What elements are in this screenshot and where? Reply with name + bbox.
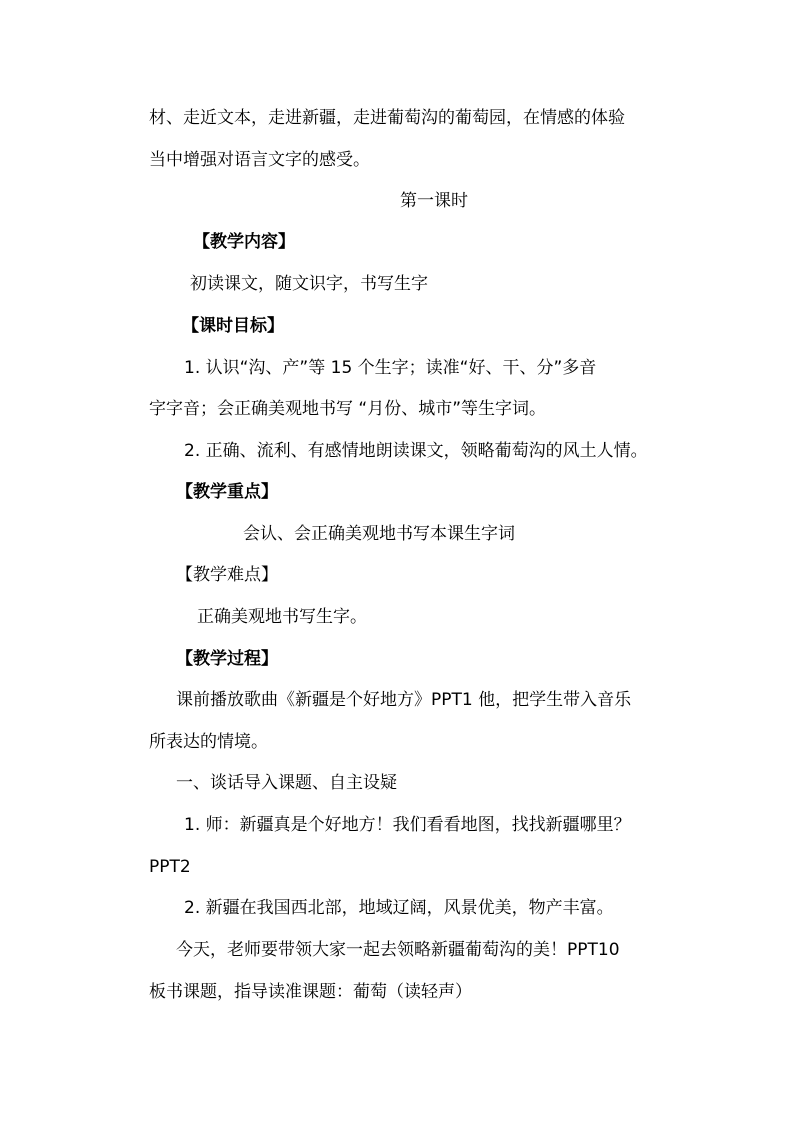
text-line: 2. 正确、流利、有感情地朗读课文，领略葡萄沟的风土人情。 — [184, 441, 648, 461]
heading-difficulties: 【教学难点】 — [176, 565, 278, 585]
text-line: 初读课文，随文识字，书写生字 — [190, 274, 428, 294]
text-line: 当中增强对语言文字的感受。 — [149, 150, 370, 170]
text-line: 课前播放歌曲《新疆是个好地方》PPT1 他，把学生带入音乐 — [176, 690, 632, 710]
section-title: 第一课时 — [400, 191, 468, 211]
text-line: 正确美观地书写生字。 — [197, 607, 367, 627]
text-line: 1. 认识“沟、产”等 15 个生字；读准“好、干、分”多音 — [184, 358, 597, 378]
text-line: PPT2 — [149, 857, 191, 877]
text-line: 会认、会正确美观地书写本课生字词 — [243, 524, 515, 544]
text-line: 字字音；会正确美观地书写 “月份、城市”等生字词。 — [149, 399, 547, 419]
heading-teaching-content: 【教学内容】 — [193, 232, 295, 252]
text-line: 所表达的情境。 — [149, 732, 268, 752]
heading-lesson-goals: 【课时目标】 — [182, 316, 284, 336]
text-line: 2. 新疆在我国西北部，地域辽阔，风景优美，物产丰富。 — [184, 898, 614, 918]
text-line: 今天，老师要带领大家一起去领略新疆葡萄沟的美！PPT10 — [176, 940, 620, 960]
text-line: 一、谈话导入课题、自主设疑 — [176, 773, 397, 793]
text-line: 材、走近文本，走进新疆，走进葡萄沟的葡萄园，在情感的体验 — [149, 108, 625, 128]
heading-teaching-process: 【教学过程】 — [176, 649, 278, 669]
text-line: 1. 师：新疆真是个好地方！我们看看地图，找找新疆哪里？ — [184, 815, 631, 835]
text-line: 板书课题，指导读准课题：葡萄（读轻声） — [149, 982, 472, 1002]
heading-key-points: 【教学重点】 — [176, 482, 278, 502]
